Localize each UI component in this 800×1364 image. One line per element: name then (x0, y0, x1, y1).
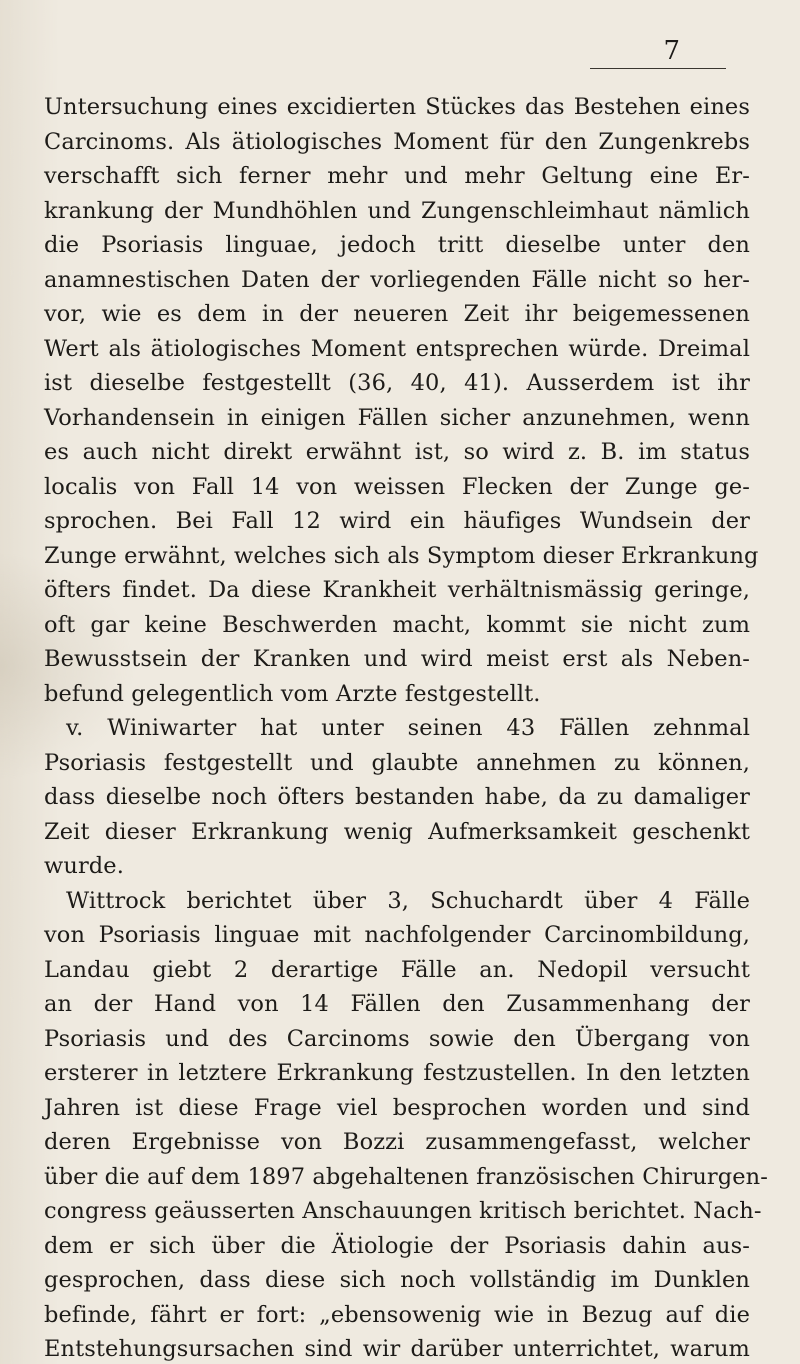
text-line: befund gelegentlich vom Arzte festgestellt. (44, 680, 541, 707)
text-line: Jahren ist diese Frage viel besprochen worden und sind (44, 1094, 750, 1121)
header-rule (590, 68, 726, 69)
text-line: befinde, fährt er fort: „ebensowenig wie in Bezug auf die (44, 1301, 750, 1328)
text-line: anamnestischen Daten der vorliegenden Fälle nicht so her- (44, 266, 750, 293)
text-line: wurde. (44, 853, 124, 879)
text-line: von Psoriasis linguae mit nachfolgender Carcinombildung, (44, 922, 750, 948)
text-line: es auch nicht direkt erwähnt ist, so wird z. B. im status (44, 439, 750, 465)
text-line: Zeit dieser Erkrankung wenig Aufmerksamkeit geschenkt (44, 818, 750, 845)
text-line: die Psoriasis linguae, jedoch tritt dieselbe unter den (44, 232, 750, 258)
text-line: dem er sich über die Ätiologie der Psoriasis dahin aus- (44, 1232, 750, 1259)
text-line: ersterer in letztere Erkrankung festzustellen. In den letzten (44, 1060, 750, 1086)
text-line: Entstehungsursachen sind wir darüber unterrichtet, warum (44, 1336, 750, 1362)
text-line: Landau giebt 2 derartige Fälle an. Nedopil versucht (44, 956, 750, 983)
text-line: Bewusstsein der Kranken und wird meist erst als Neben- (44, 646, 750, 672)
text-line: krankung der Mundhöhlen und Zungenschleimhaut nämlich (44, 197, 750, 224)
text-line: sprochen. Bei Fall 12 wird ein häufiges Wundsein der (44, 508, 750, 534)
text-line: verschafft sich ferner mehr und mehr Geltung eine Er- (44, 163, 750, 189)
text-line: oft gar keine Beschwerden macht, kommt sie nicht zum (44, 611, 750, 638)
text-line: dass dieselbe noch öfters bestanden habe, da zu damaliger (44, 784, 750, 810)
text-line: deren Ergebnisse von Bozzi zusammengefasst, welcher (44, 1129, 750, 1155)
text-line: v. Winiwarter hat unter seinen 43 Fällen zehnmal (66, 715, 750, 741)
text-line: über die auf dem 1897 abgehaltenen französischen Chirurgen- (44, 1163, 768, 1190)
text-line: congress geäusserten Anschauungen kritisch berichtet. Nach- (44, 1198, 762, 1224)
text-line: Psoriasis festgestellt und glaubte annehmen zu können, (44, 749, 750, 776)
text-line: Vorhandensein in einigen Fällen sicher anzunehmen, wenn (44, 404, 750, 431)
text-line: ist dieselbe festgestellt (36, 40, 41). Ausserdem ist ihr (44, 370, 750, 396)
text-line: Wittrock berichtet über 3, Schuchardt über 4 Fälle (66, 887, 750, 914)
text-line: Psoriasis und des Carcinoms sowie den Übergang von (44, 1025, 750, 1052)
text-line: gesprochen, dass diese sich noch vollständig im Dunklen (44, 1267, 750, 1293)
text-line: Carcinoms. Als ätiologisches Moment für den Zungenkrebs (44, 128, 750, 155)
text-line: an der Hand von 14 Fällen den Zusammenhang der (44, 991, 750, 1017)
text-line: Untersuchung eines excidierten Stückes das Bestehen eines (44, 94, 750, 120)
text-line: Zunge erwähnt, welches sich als Symptom dieser Erkrankung (44, 542, 759, 569)
text-line: Wert als ätiologisches Moment entsprechen würde. Dreimal (44, 335, 750, 362)
text-line: vor, wie es dem in der neueren Zeit ihr beigemessenen (44, 301, 750, 327)
text-line: öfters findet. Da diese Krankheit verhältnismässig geringe, (44, 577, 750, 603)
text-line: localis von Fall 14 von weissen Flecken der Zunge ge- (44, 473, 750, 500)
page-number: 7 (663, 36, 680, 66)
